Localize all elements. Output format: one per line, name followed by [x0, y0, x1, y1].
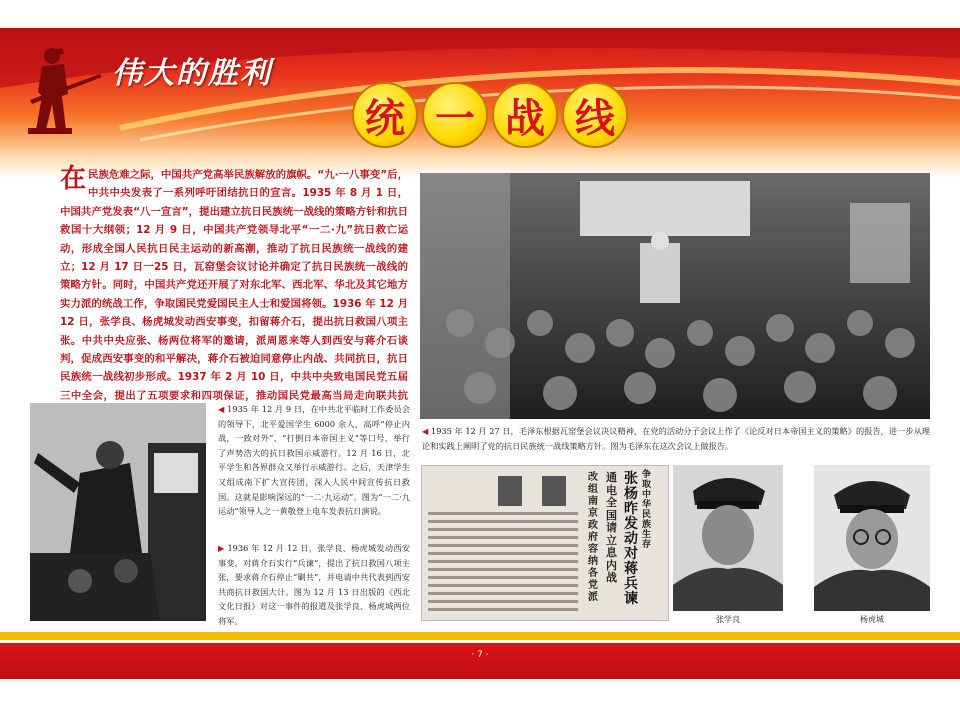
portrait-label-right: 杨虎城 [860, 615, 884, 624]
caption-marker-icon: ◀ [218, 404, 225, 414]
footer-red-band [0, 643, 960, 679]
caption-dec12-text: 1936 年 12 月 12 日，张学良、杨虎城发动西安事变，对蒋介石实行“兵谏”，提出了抗日救国八项主张，要求蒋介石停止“剿共”，并电请中共代表到西安共商抗日救国大计。图为 12 月 13 日出版的《西北文化日报》对这一事件的报道及张学良、杨虎城两位将军。 [218, 543, 411, 626]
intro-paragraph [60, 166, 408, 424]
photo-wayaobao-meeting [420, 173, 930, 419]
soldier-silhouette-icon [22, 44, 102, 136]
series-title: 伟大的胜利 [112, 56, 272, 91]
caption-marker-icon: ◀ [422, 426, 429, 436]
photo-huangjing-speech [30, 403, 206, 621]
page-number: · 7 · [471, 650, 489, 660]
newspaper-clipping [421, 465, 669, 621]
newspaper-sub1: 争取中华民族生存 [642, 470, 652, 550]
title-char: 统 [352, 82, 418, 148]
page-title [352, 82, 628, 146]
portrait-zhang-xueliang [673, 465, 783, 611]
title-char: 线 [562, 82, 628, 148]
newspaper-sub2: 通电全国请立息内战 [606, 471, 617, 584]
portrait-yang-hucheng [814, 465, 930, 611]
intro-text: 民族危难之际，中国共产党高举民族解放的旗帜。“九·一八事变”后，中共中央发表了一系列呼吁团结抗日的宣言。1935 年 8 月 1 日，中国共产党发表“八一宣言”，提出建立抗日民族统一战线的策略方针和抗日救国十大纲领；12 月 9 日，中国共产党领导北平“一二·九”抗日救亡运动，形成全国人民抗日民主运动的新高潮，推动了抗日民族统一战线的建立；12 月 17 日一25 日，瓦窑堡会议讨论并确定了抗日民族统一战线的策略方针。同时，中国共产党还开展了对东北军、西北军、华北及其它地方实力派的统战工作，争取国民党爱国民主人士和爱国将领。1936 年 12 月 12 日，张学良、杨虎城发动西安事变，扣留蒋介石，提出抗日救国八项主张。中共中央应张、杨两位将军的邀请，派周恩来等人到西安与蒋介石谈判，促成西安事变的和平解决，蒋介石被迫同意停止内战、共同抗日，抗日民族统一战线初步形成。1937 年 2 月 10 日，中共中央致电国民党五届三中全会，提出了五项要求和四项保证，推动国民党最高当局走向联共抗 [60, 169, 408, 402]
title-char: 战 [492, 82, 558, 148]
caption-wayaobao [422, 424, 930, 453]
caption-marker-icon: ▶ [218, 543, 225, 553]
drop-cap: 在 [60, 164, 87, 194]
caption-dec9 [218, 402, 410, 519]
caption-wayaobao-text: 1935 年 12 月 27 日，毛泽东根据瓦窑堡会议决议精神，在党的活动分子会议上作了《论反对日本帝国主义的策略》的报告，进一步从理论和实践上阐明了党的抗日民族统一战线策略方针。图为毛泽东在这次会议上做报告。 [422, 426, 930, 451]
caption-dec12 [218, 541, 410, 629]
portrait-label-left: 张学良 [716, 615, 740, 624]
newspaper-sub3: 改组南京政府容纳各党派 [588, 472, 598, 603]
title-char: 一 [422, 82, 488, 148]
footer-gold-stripe [0, 632, 960, 640]
caption-dec9-text: 1935 年 12 月 9 日，在中共北平临时工作委员会的领导下，北平爱国学生 6000 余人，高呼“停止内战，一致对外”、“打倒日本帝国主义”等口号，举行了声势浩大的抗日救国示威游行。12 月 16 日，北平学生和各界群众又举行示威游行。之后，天津学生又组成南下扩大宣传团，深入人民中间宣传抗日救国。这就是影响深远的“一二·九运动”。图为“一二·九运动”领导人之一黄敬登上电车发表抗日演说。 [218, 404, 411, 517]
newspaper-headline: 张杨昨发动对蒋兵谏 [624, 471, 638, 607]
